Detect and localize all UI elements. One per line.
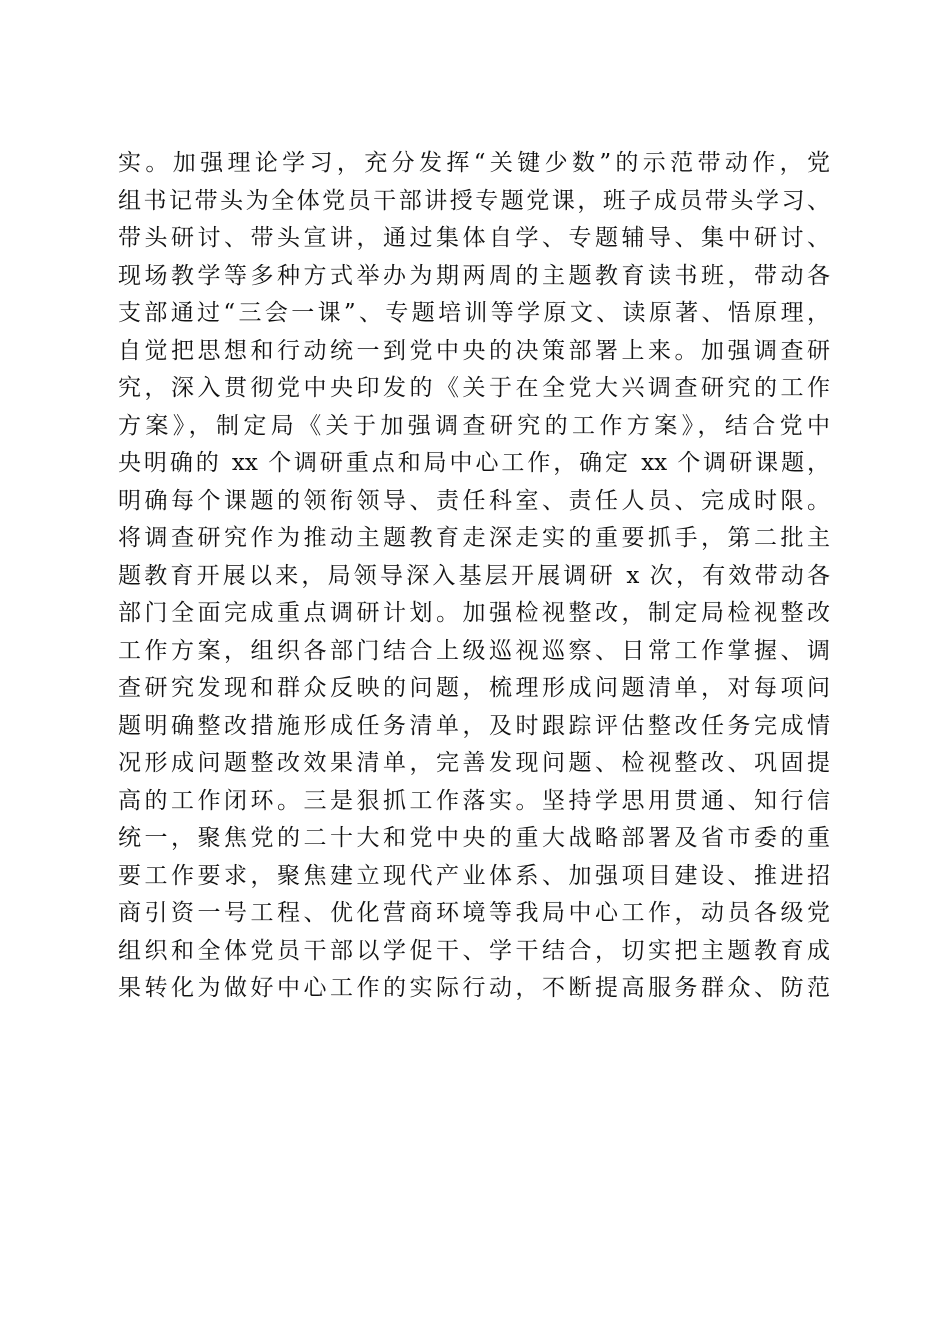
text-line: 果转化为做好中心工作的实际行动，不断提高服务群众、防范 bbox=[118, 975, 830, 1001]
text-line: 实。加强理论学习，充分发挥“关键少数”的示范带动作，党 bbox=[118, 150, 830, 176]
text-line: 部门全面完成重点调研计划。加强检视整改，制定局检视整改 bbox=[118, 600, 830, 626]
text-line: 统一，聚焦党的二十大和党中央的重大战略部署及省市委的重 bbox=[118, 825, 830, 851]
text-line: 题明确整改措施形成任务清单，及时跟踪评估整改任务完成情 bbox=[118, 712, 830, 739]
text-line: 工作方案，组织各部门结合上级巡视巡察、日常工作掌握、调 bbox=[118, 637, 830, 664]
text-line: 方案》，制定局《关于加强调查研究的工作方案》，结合党中 bbox=[118, 412, 830, 439]
text-line: 明确每个课题的领衔领导、责任科室、责任人员、完成时限。 bbox=[118, 487, 830, 514]
text-line: 况形成问题整改效果清单，完善发现问题、检视整改、巩固提 bbox=[118, 750, 830, 776]
text-line: 将调查研究作为推动主题教育走深走实的重要抓手，第二批主 bbox=[118, 525, 830, 551]
text-line: 查研究发现和群众反映的问题，梳理形成问题清单，对每项问 bbox=[118, 675, 830, 701]
text-line: 组织和全体党员干部以学促干、学干结合，切实把主题教育成 bbox=[118, 937, 830, 964]
body-paragraph bbox=[118, 145, 830, 1008]
text-line: 支部通过“三会一课”、专题培训等学原文、读原著、悟原理， bbox=[118, 300, 830, 326]
text-line: 央明确的 xx 个调研重点和局中心工作，确定 xx 个调研课题， bbox=[118, 450, 830, 476]
text-line: 要工作要求，聚焦建立现代产业体系、加强项目建设、推进招 bbox=[118, 862, 830, 889]
text-line: 商引资一号工程、优化营商环境等我局中心工作，动员各级党 bbox=[118, 900, 830, 926]
text-line: 现场教学等多种方式举办为期两周的主题教育读书班，带动各 bbox=[118, 262, 830, 289]
text-line: 高的工作闭环。三是狠抓工作落实。坚持学思用贯通、知行信 bbox=[118, 787, 830, 814]
text-line: 究，深入贯彻党中央印发的《关于在全党大兴调查研究的工作 bbox=[118, 375, 830, 401]
text-line: 组书记带头为全体党员干部讲授专题党课，班子成员带头学习、 bbox=[118, 187, 830, 214]
text-line: 自觉把思想和行动统一到党中央的决策部署上来。加强调查研 bbox=[118, 337, 830, 364]
text-line: 带头研讨、带头宣讲，通过集体自学、专题辅导、集中研讨、 bbox=[118, 225, 830, 251]
text-line: 题教育开展以来，局领导深入基层开展调研 x 次，有效带动各 bbox=[118, 562, 830, 589]
